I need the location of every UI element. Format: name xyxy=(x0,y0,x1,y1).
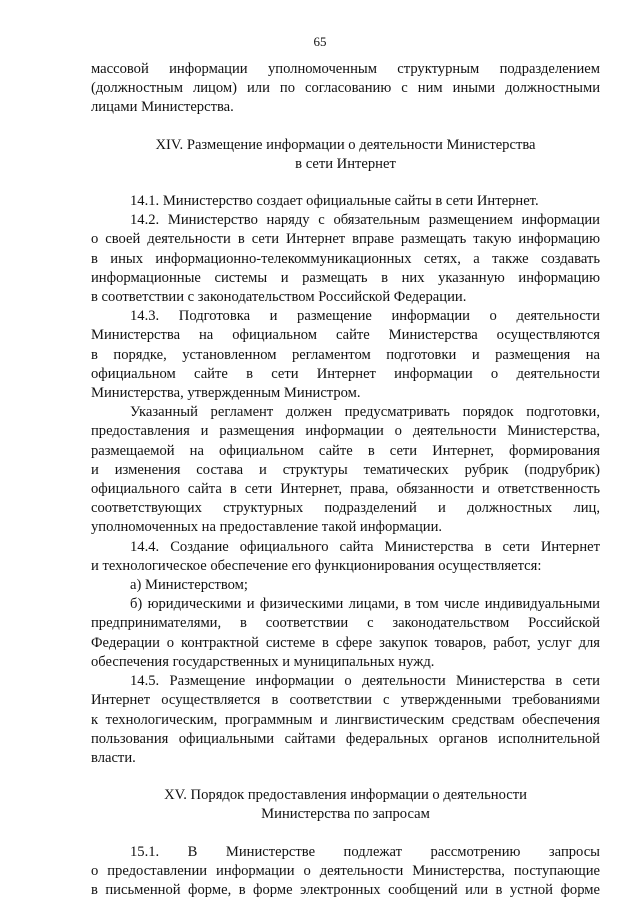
section-15-title xyxy=(91,786,600,824)
text-line: Указанный регламент должен предусматривать порядок подготовки, xyxy=(130,404,600,421)
heading-line: XV. Порядок предоставления информации о деятельности xyxy=(164,787,527,804)
list-item-b xyxy=(91,595,600,672)
paragraph-14-2 xyxy=(91,211,600,307)
text-line: соответствующих структурных подразделений и должностных лиц, xyxy=(91,500,600,517)
text-line: б) юридическими и физическими лицами, в том числе индивидуальными xyxy=(130,596,600,613)
text-line: официального сайта в сети Интернет, права, обязанности и ответственность xyxy=(91,481,600,498)
text-line: о предоставлении информации о деятельности Министерства, поступающие xyxy=(91,862,600,879)
section-14-title xyxy=(91,136,600,174)
text-line: уполномоченных на предоставление такой информации. xyxy=(91,519,443,536)
text-line: о своей деятельности в сети Интернет вправе размещать такую информацию xyxy=(91,231,600,248)
text-line: Федерации о контрактной системе в сфере закупок товаров, работ, услуг для xyxy=(91,634,600,651)
text-line: к технологическим, программным и лингвистическим средствам обеспечения xyxy=(91,711,600,728)
text-line: официальном сайте в сети Интернет информации о деятельности xyxy=(91,365,600,382)
text-line: информационные системы и размещать в них указанную информацию xyxy=(91,269,600,286)
paragraph-14-1 xyxy=(91,192,600,211)
text-line: массовой информации уполномоченным структурным подразделением xyxy=(91,61,600,77)
text-line: лицами Министерства. xyxy=(91,99,234,116)
text-line: в порядке, установленном регламентом подготовки и размещения на xyxy=(91,346,600,363)
heading-line: XIV. Размещение информации о деятельности Министерства xyxy=(155,136,536,153)
intro-paragraph xyxy=(91,60,600,118)
paragraph-15-1 xyxy=(91,843,600,901)
text-line: и изменения состава и структуры тематических рубрик (подрубрик) xyxy=(91,461,600,478)
text-line: и технологическое обеспечение его функционирования осуществляется: xyxy=(91,557,542,574)
text-line: а) Министерством; xyxy=(130,577,248,594)
paragraph-14-3 xyxy=(91,307,600,403)
paragraph-14-5 xyxy=(91,672,600,768)
text-line: 14.1. Министерство создает официальные сайты в сети Интернет. xyxy=(130,193,539,210)
text-line: 14.3. Подготовка и размещение информации о деятельности xyxy=(130,308,600,325)
text-line: (должностным лицом) или по согласованию с ним иными должностными xyxy=(91,80,600,97)
heading-line: Министерства по запросам xyxy=(261,806,430,823)
page-number: 65 xyxy=(313,34,327,49)
document-body xyxy=(91,60,600,900)
text-line: предпринимателями, в соответствии с законодательством Российской xyxy=(91,615,600,632)
text-line: 14.2. Министерство наряду с обязательным размещением информации xyxy=(130,212,600,229)
paragraph-regulation xyxy=(91,403,600,537)
list-item-a xyxy=(91,576,600,595)
text-line: в иных информационно-телекоммуникационных сетях, а также создавать xyxy=(91,250,600,267)
text-line: обеспечения государственных и муниципальных нужд. xyxy=(91,653,435,670)
text-line: Интернет осуществляется в соответствии с утвержденными требованиями xyxy=(91,692,600,709)
text-line: 14.5. Размещение информации о деятельности Министерства в сети xyxy=(130,673,600,690)
text-line: Министерства на официальном сайте Министерства осуществляются xyxy=(91,327,600,344)
text-line: 15.1. В Министерстве подлежат рассмотрению запросы xyxy=(130,843,600,860)
text-line: размещаемой на официальном сайте в сети Интернет, формирования xyxy=(91,442,600,459)
text-line: предоставления и размещения информации о деятельности Министерства, xyxy=(91,423,600,440)
text-line: власти. xyxy=(91,749,136,766)
text-line: 14.4. Создание официального сайта Министерства в сети Интернет xyxy=(130,538,600,555)
paragraph-14-4 xyxy=(91,538,600,576)
text-line: в письменной форме, в форме электронных сообщений или в устной форме xyxy=(91,881,600,898)
heading-line: в сети Интернет xyxy=(295,155,396,172)
text-line: в соответствии с законодательством Российской Федерации. xyxy=(91,289,467,306)
text-line: Министерства, утвержденным Министром. xyxy=(91,385,361,402)
text-line: пользования официальными сайтами федеральных органов исполнительной xyxy=(91,730,600,747)
